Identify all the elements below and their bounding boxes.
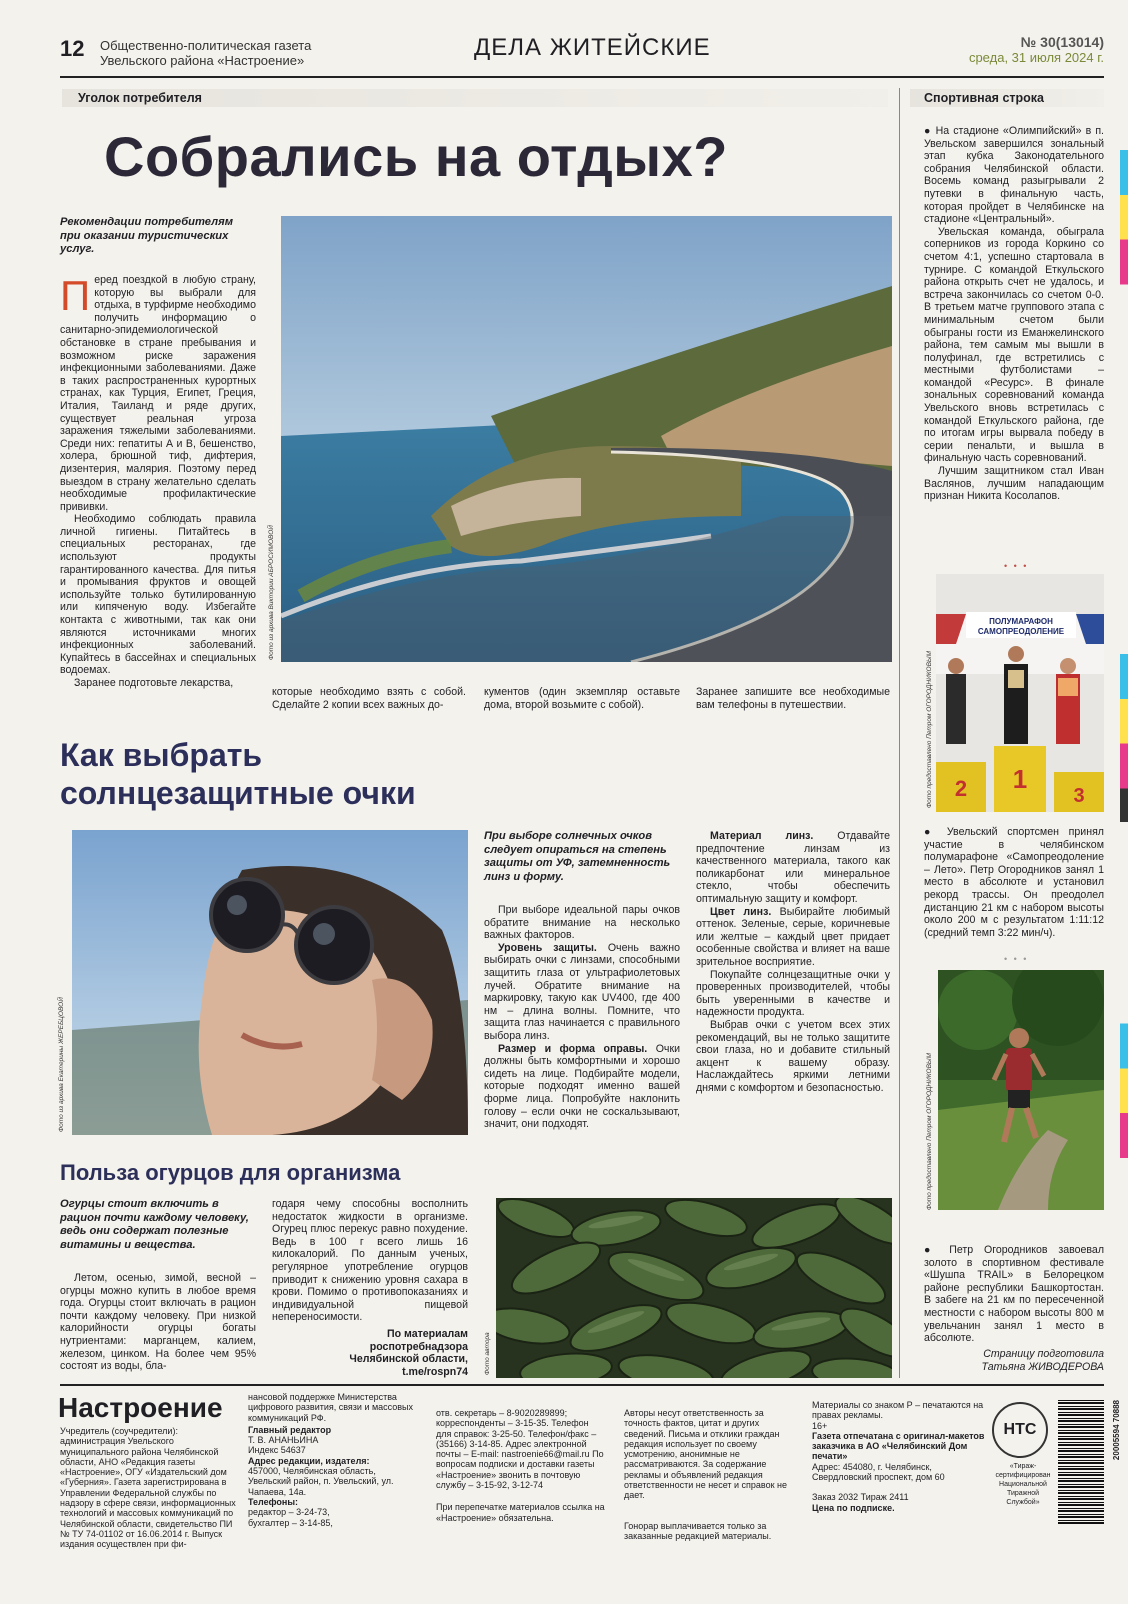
runner-photo [938,970,1104,1210]
coastal-road-illustration [281,216,892,662]
seal-icon: НТС [992,1402,1048,1458]
article3-title: Польза огурцов для организма [60,1160,401,1185]
footer-col1: Учредитель (соучредители): администрация Увельского муниципального района Челябинской области, АНО «Редакция газеты «Настроение», ОГУ «Издательский дом «Губерния». Газета зарегистрирована в Управлении Федеральной службы по надзору в сфере связи, информационных технологий и массовых коммуникаций по Челябинской области, свидетельство ПИ № ТУ 74-01102 от 16.06.2014 г. Выпуск издания осуществлен при фи- [60,1426,236,1550]
issue-number: № 30(13014) [1020,34,1104,50]
cucumbers-photo [496,1198,892,1378]
article2-frame: Размер и форма оправы. Очки должны быть комфортными и хорошо сидеть на лице. Подбирайте модели, которые подходят именно вашей форме лица. Попробуйте наклонить голову – если очки не соскальзывают, значит, они подходят. [484,1042,681,1131]
podium-1: 1 [1012,764,1028,794]
banner-line2: САМОПРЕОДОЛЕНИЕ [977,627,1065,636]
article3-col2: годаря чему способны восполнить недостаток жидкости в организме. Огурец плюс перекус равно похудение. Ведь в 100 г всего лишь 16 килокалорий. По данным ученых, регулярное употребление огурцов приводит к снижению уровня сахара в крови. Помимо о противопоказаниях и индивидуальной пищевой непереносимости. По материалам роспотребнадзора Челябинской области, t.me/rospn74 [272,1198,468,1378]
footer-col5: Материалы со знаком Р – печатаются на правах рекламы. 16+ Газета отпечатана с оригинал-макетов заказчика в АО «Челябинский Дом печати» Адрес: 454080, г. Челябинск, Свердловский проспект, дом 60 Заказ 2032 Тираж 2411 Цена по подписке. [812,1400,985,1513]
rubric-consumer: Уголок потребителя [78,91,202,105]
footer-logo: Настроение [58,1392,223,1423]
article2-buy: Покупайте солнцезащитные очки у проверенных производителей, чтобы быть уверенными в качестве и надежности продукта. [696,968,890,1019]
article1-p1: Перед поездкой в любую страну, которую вы выбрали для отдыха, в турфирме необходимо получить информацию о санитарно-эпидемиологической обстановке в стране пребывания и возможном риске заражения инфекционными заболеваниями. Даже в таких распространенных курортных странах, как Турция, Египет, Греция, Италия, Таиланд и ряде других, существует реальная угроза заражения тяжелыми заболеваниями. Среди них: гепатиты А и В, бешенство, холера, брюшной тиф, дифтерия, дизентерия, малярия. Поэтому перед выездом в страну желательно сделать необходимые профилактические прививки. [60,272,256,513]
article1-title: Собрались на отдых? [104,125,728,188]
article2-title-line1: Как выбрать [60,737,263,773]
article1-lead: Рекомендации потребителям при оказании туристических услуг. [60,216,233,255]
article2-photo-credit: Фото из архива Екатерины ЖЕРЕБЦОВОЙ [58,997,65,1132]
paper-name-line2: Увельского района «Настроение» [100,53,305,68]
article3-source: По материалам роспотребнадзора Челябинской области, t.me/rospn74 [349,1327,468,1378]
article2-conclusion: Выбрав очки с учетом всех этих рекомендаций, вы не только защитите свои глаза, но и добавите стильный акцент к вашему образу. Наслаждайтесь яркими летними днями с комфортом и безопасностью. [696,1018,890,1094]
barcode [1058,1398,1104,1524]
sport-p5: ● Петр Огородников завоевал золото в спортивном фестивале «Шушпа TRAIL» в Белорецком районе республики Башкортостан. В забеге на 21 км по пересеченной местности с набором высоты 800 м увельчанин занял 1 место в абсолюте. [924,1244,1104,1345]
article1-col2: которые необходимо взять с собой. Сделайте 2 копии всех важных до- [272,686,466,711]
sunglasses-photo [72,830,468,1135]
article2-title-line2: солнцезащитные очки [60,775,416,811]
sport-text-2 [924,826,1104,939]
footer-rule [60,1384,1104,1386]
runner-photo-credit: Фото предоставлено Петром ОГОРОДНИКОВЫМ [926,1052,933,1210]
article3-lead: Огурцы стоит включить в рацион почти каждому человеку, ведь они содержат полезные витамины и вещества. [60,1198,249,1251]
separator-stars-2: • • • [1004,954,1029,964]
sport-p2: Увельская команда, обыграла соперников из города Коркино со счетом 4:1, успешно стартовала в турнире. С командой Еткульского района открыть счет не удалось, и встреча закончилась со счетом 0-0. В третьем матче группового этапа с минимальным счетом были обыграны гости из Еманжелинского района, тем самым мы вышли в полуфинал, где встретились с местными футболистами – командой «Ресурс». В финале зональных соревнований команда Увельского вновь встретилась с командой Еткульского района, где по итогам игры вырвала победу в серии пенальти, и вышла в финальную часть соревнований. [924,225,1104,465]
article2-col1 [484,904,680,1131]
footer-col3: отв. секретарь – 8-9020289899; корреспонденты – 3-15-35. Телефон для справок: 3-25-50. Телефон/факс – (35166) 3-14-85. Адрес электронной почты – E-mail: nastroenie66@mail.ru По вопросам подписки и доставки газеты «Настроение» звонить в почтовую службу – 3-15-92, 3-12-74 При перепечатке материалов ссылка на «Настроение» обязательна. [436,1408,605,1523]
barcode-number: 20005594 70888 [1112,1400,1121,1461]
bullet-icon: ● [924,1244,950,1256]
sport-text-1 [924,125,1104,503]
sunglasses-illustration [72,830,468,1135]
article1-p2: Необходимо соблюдать правила личной гигиены. Питайтесь в специальных ресторанах, где используют продукты гарантированного качества. Для питья и промывания фруктов и овощей используйте только бутилированную или кипяченую воду. Избегайте контакта с животными, так как они являются источниками многих инфекционных заболеваний. Купайтесь в бассейнах и специальных водоемах. [60,513,256,677]
cucumbers-illustration [496,1198,892,1378]
podium-3: 3 [1073,785,1085,807]
article2-color: Цвет линз. Выбирайте любимый оттенок. Зеленые, серые, коричневые или желтые – каждый цвет придает особенные свойства и влияет на ваше зрительное восприятие. [696,905,890,968]
podium-photo [936,574,1104,812]
bullet-icon: ● [924,125,936,137]
article1-p3: Заранее подготовьте лекарства, [74,677,234,689]
coastal-road-photo [281,216,892,662]
article3-col1: Летом, осенью, зимой, весной – огурцы можно купить в любое время года. Огурцы стоит включать в рацион почти каждому человеку. При низкой калорийности огурцы богаты нутриентами: марганцем, калием, железом, цинком. На более чем 95% состоят из воды, бла- [60,1272,256,1373]
separator-stars: • • • [1004,561,1029,571]
podium-illustration [936,574,1104,812]
header-rule [60,76,1104,78]
paper-name [100,38,311,68]
bullet-icon: ● [924,826,947,838]
article2-material: Материал линз. Отдавайте предпочтение линзам из качественного материала, такого как поликарбонат или минеральное стекло, чтобы обеспечить оптимальную защиту и комфорт. [696,830,890,905]
seal-text: «Тираж-сертифицирован Национальной Тиражной Службой» [995,1463,1051,1506]
page-number: 12 [60,36,85,61]
article3-photo-credit: Фото автора [484,1332,491,1375]
color-strip [1120,150,1128,1270]
paper-name-line1: Общественно-политическая газета [100,38,312,53]
section-title: ДЕЛА ЖИТЕЙСКИЕ [474,34,711,61]
sport-p1: ● На стадионе «Олимпийский» в п. Увельском завершился зональный этап кубка Законодательного собрания Челябинской области. Восемь команд разыгрывали 2 путевки в финальную часть, которая пройдет в Челябинске на стадионе «Центральный». [924,125,1104,226]
article2-title [60,736,416,812]
footer-col4: Авторы несут ответственность за точность фактов, цитат и других сведений. Письма и отклики граждан редакция использует по своему усмотрению, анонимные не рассматриваются. За содержание рекламы и объявлений редакция ответственности не несет и справок не дает. Гонорар выплачивается только за заказанные редакцией материалы. [624,1408,788,1541]
article2-lead: При выборе солнечных очков следует опираться на степень защиты от УФ, затемненность линз и форму. [484,830,671,883]
article2-intro: При выборе идеальной пары очков обратите внимание на несколько важных факторов. [484,904,680,942]
footer-col2: нансовой поддержке Министерства цифрового развития, связи и массовых коммуникаций РФ. Главный редактор Т. В. АНАНЬИНА Индекс 54637 Адрес редакции, издателя: 457000, Челябинская область, Увельский район, п. Увельский, ул. Чапаева, 14а. Телефоны: редактор – 3-24-73, бухгалтер – 3-14-85, [248,1392,414,1528]
article1-col4: Заранее запишите все необходимые вам телефоны в путешествии. [696,686,890,711]
podium-2: 2 [954,776,968,801]
column-divider [899,88,900,1378]
sport-p4: ● Увельский спортсмен принял участие в челябинском полумарафоне «Самопреодоление – Лето». Петр Огородников занял 1 место в абсолюте и установил рекорд трассы. Он преодолел дистанцию 21 км с набором высоты около 200 м с результатом 1:11:12 (средний темп 3:22 мин/ч). [924,826,1104,939]
sport-signature: Страницу подготовила Татьяна ЖИВОДЕРОВА [981,1348,1104,1373]
sport-p3: Лучшим защитником стал Иван Васлянов, лучшим нападающим признан Никита Косолапов. [924,465,1104,503]
article1-body [60,274,256,690]
podium-photo-credit: Фото предоставлено Петром ОГОРОДНИКОВЫМ [926,650,933,808]
issue-date: среда, 31 июля 2024 г. [968,50,1104,65]
banner-line1: ПОЛУМАРАФОН [989,617,1053,626]
runner-illustration [938,970,1104,1210]
sport-text-3 [924,1244,1104,1345]
issue-info [969,34,1104,65]
article1-photo-credit: Фото из архива Виктории АБРОСИМОВОЙ [268,525,275,660]
dropcap: П [60,272,91,319]
article2-protection: Уровень защиты. Очень важно выбирать очки с линзами, способными защитить глаза от ультрафиолетовых лучей. Обратите внимание на маркировку, такую как UV400, где 400 нм – длина волны. Помните, что защита глаз начинается с правильного выбора линз. [484,941,680,1042]
article2-col2 [696,830,890,1094]
rubric-sport: Спортивная строка [924,91,1044,105]
article1-col3: кументов (один экземпляр оставьте дома, второй возьмите с собой). [484,686,680,711]
